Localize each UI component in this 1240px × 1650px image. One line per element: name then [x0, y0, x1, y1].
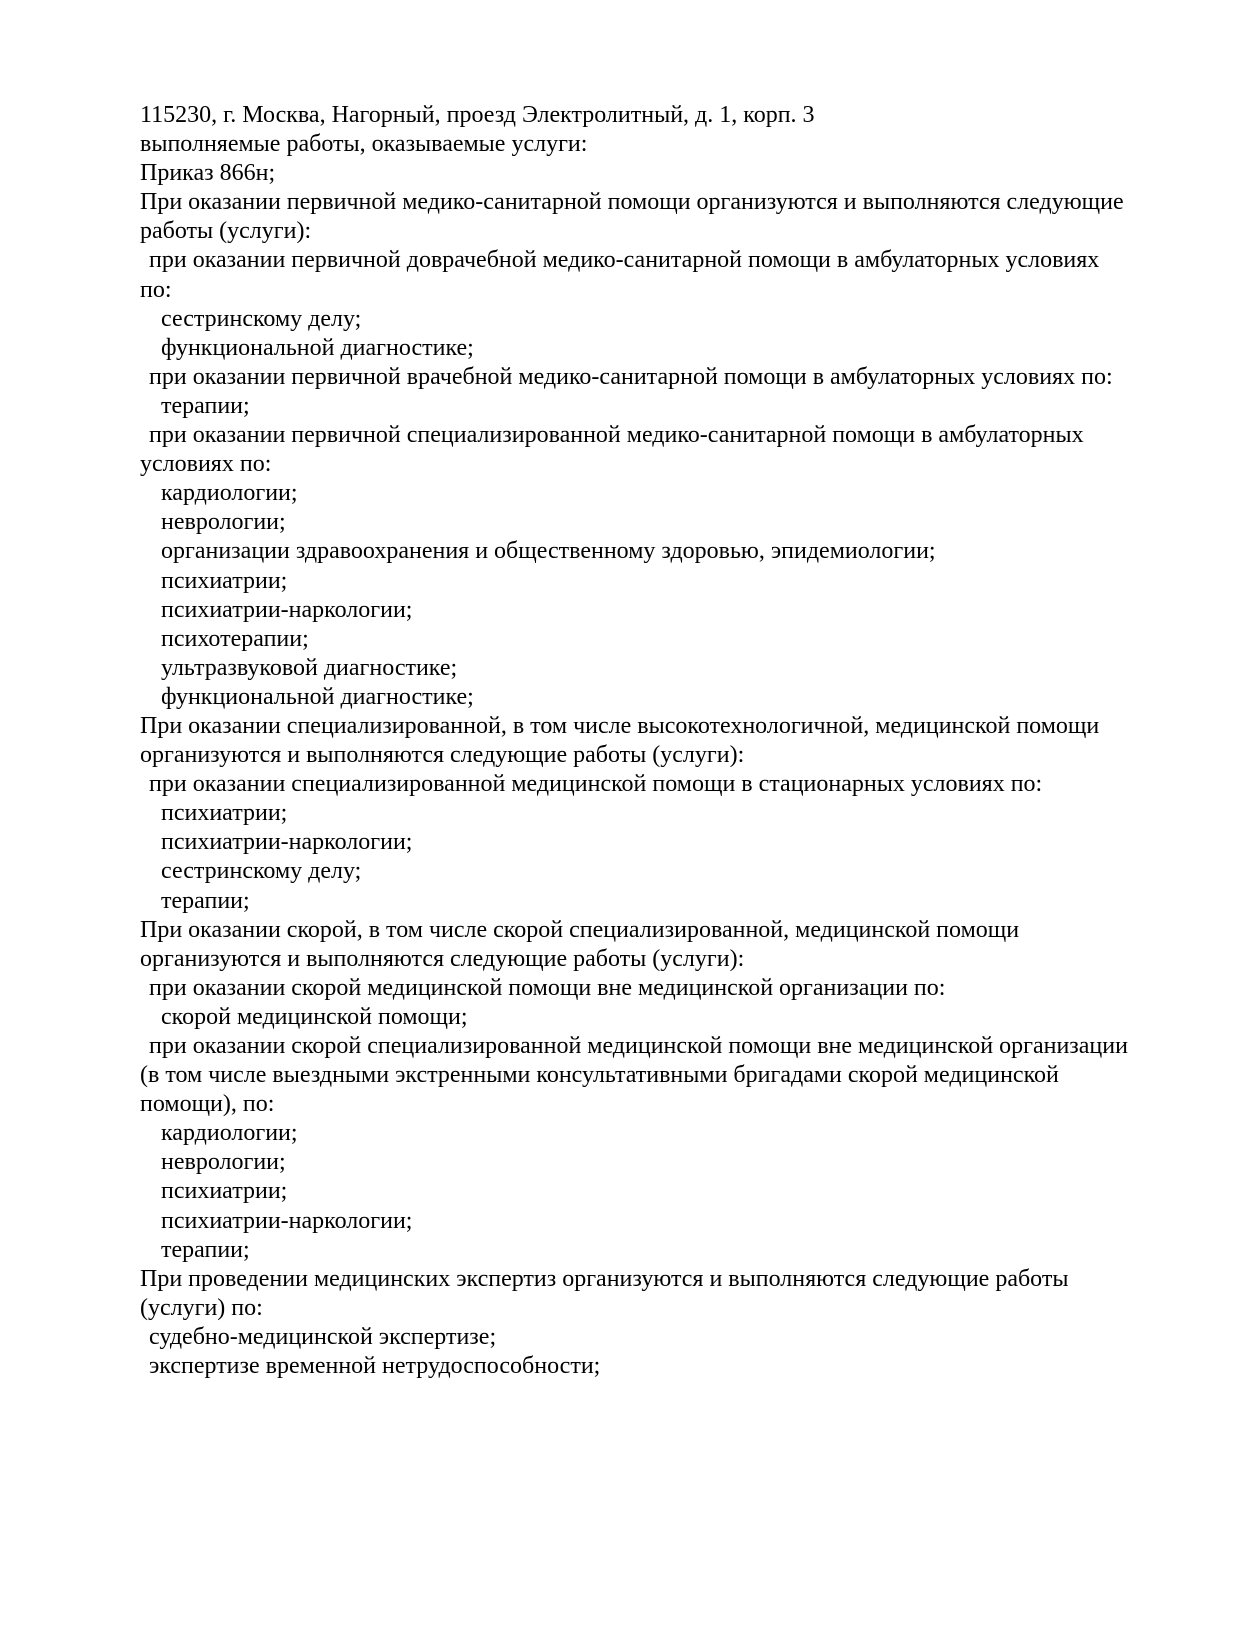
document-line: (услуги) по:: [140, 1294, 263, 1321]
document-line: при оказании первичной доврачебной медико-санитарной помощи в амбулаторных условиях: [149, 247, 1100, 274]
document-line: функциональной диагностике;: [161, 683, 474, 710]
document-line: психиатрии;: [161, 800, 288, 827]
document-line: При оказании скорой, в том числе скорой специализированной, медицинской помощи: [140, 916, 1020, 943]
document-line: При оказании первичной медико-санитарной помощи организуются и выполняются следующие: [140, 189, 1124, 216]
document-line: сестринскому делу;: [161, 858, 362, 885]
document-line: психиатрии-наркологии;: [161, 829, 413, 856]
document-line: (в том числе выездными экстренными консультативными бригадами скорой медицинской: [140, 1062, 1059, 1089]
document-line: Приказ 866н;: [140, 160, 276, 187]
document-line: При проведении медицинских экспертиз организуются и выполняются следующие работы: [140, 1265, 1069, 1292]
document-line: судебно-медицинской экспертизе;: [149, 1323, 497, 1350]
document-line: экспертизе временной нетрудоспособности;: [149, 1353, 601, 1380]
document-line: психотерапии;: [161, 625, 309, 652]
document-line: при оказании скорой специализированной медицинской помощи вне медицинской организации: [149, 1033, 1128, 1059]
document-line: помощи), по:: [140, 1091, 275, 1118]
document-line: терапии;: [161, 887, 250, 914]
document-line: скорой медицинской помощи;: [161, 1003, 468, 1030]
document-lines: [140, 101, 1200, 1381]
document-line: по:: [140, 276, 172, 303]
document-line: неврологии;: [161, 1149, 286, 1176]
document-line: психиатрии-наркологии;: [161, 1207, 413, 1234]
document-line: психиатрии;: [161, 567, 288, 594]
document-line: сестринскому делу;: [161, 305, 362, 332]
document-line: работы (услуги):: [140, 218, 312, 245]
document-line: неврологии;: [161, 509, 286, 536]
document-line: кардиологии;: [161, 480, 298, 507]
document-line: терапии;: [161, 1236, 250, 1263]
document-line: психиатрии-наркологии;: [161, 596, 413, 623]
document-line: терапии;: [161, 392, 250, 419]
document-line: при оказании первичной специализированной медико-санитарной помощи в амбулаторных: [149, 422, 1084, 449]
document-line: при оказании первичной врачебной медико-санитарной помощи в амбулаторных условиях по:: [149, 363, 1113, 390]
document-line: при оказании специализированной медицинской помощи в стационарных условиях по:: [149, 771, 1043, 798]
document-line: организуются и выполняются следующие работы (услуги):: [140, 742, 745, 769]
document-line: условиях по:: [140, 451, 272, 478]
document-line: психиатрии;: [161, 1178, 288, 1205]
document-line: кардиологии;: [161, 1120, 298, 1147]
document-line: 115230, г. Москва, Нагорный, проезд Электролитный, д. 1, корп. 3: [140, 102, 815, 128]
document-line: При оказании специализированной, в том числе высокотехнологичной, медицинской помощи: [140, 712, 1100, 739]
document-line: при оказании скорой медицинской помощи вне медицинской организации по:: [149, 974, 946, 1001]
document-line: выполняемые работы, оказываемые услуги:: [140, 131, 588, 158]
document-line: организации здравоохранения и общественному здоровью, эпидемиологии;: [161, 538, 936, 565]
document-line: ультразвуковой диагностике;: [161, 654, 458, 681]
document-line: организуются и выполняются следующие работы (услуги):: [140, 945, 745, 972]
document-line: функциональной диагностике;: [161, 334, 474, 361]
